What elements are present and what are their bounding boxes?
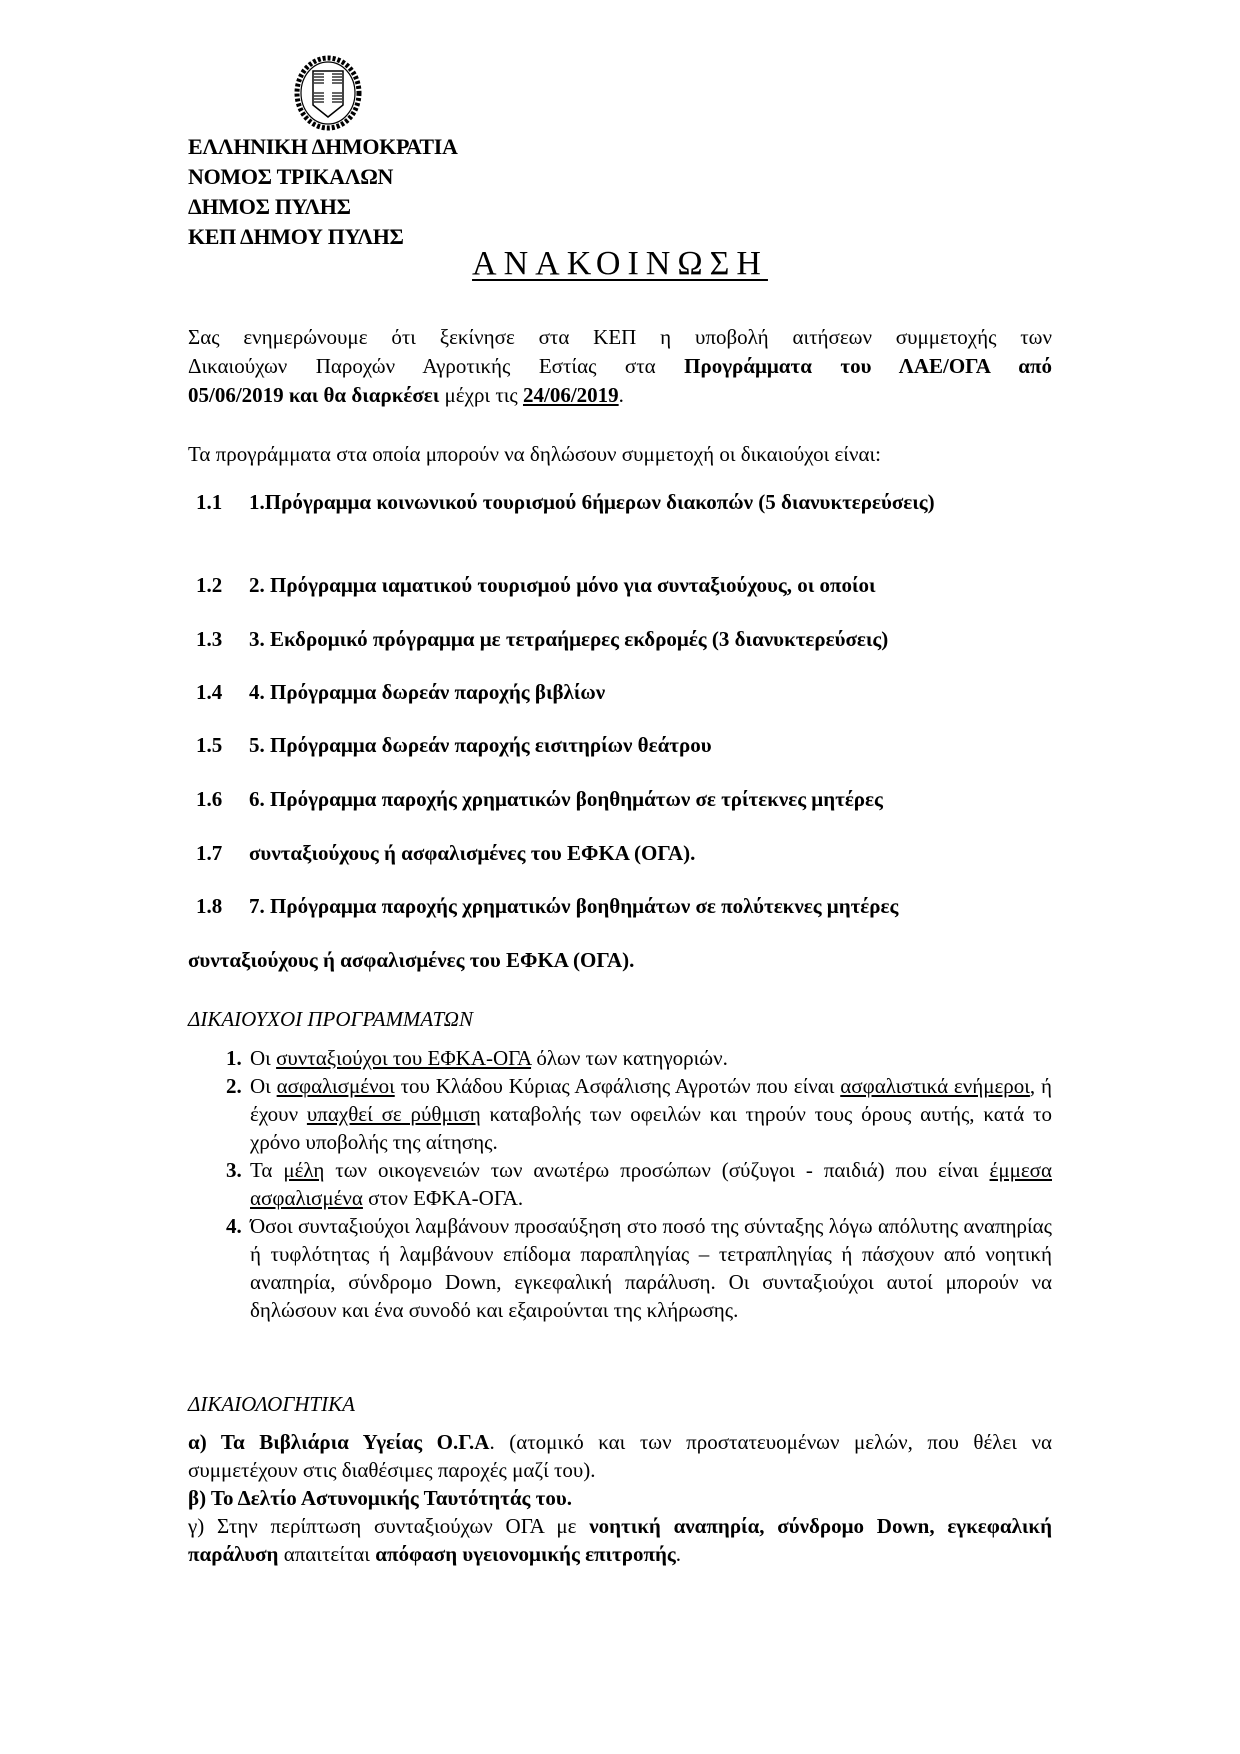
program-text: 5. Πρόγραμμα δωρεάν παροχής εισιτηρίων θεάτρου <box>249 733 712 757</box>
header-line-office: ΚΕΠ ΔΗΜΟΥ ΠΥΛΗΣ <box>188 224 404 249</box>
program-number: 1.6 <box>196 787 223 811</box>
document-item-a <box>188 1428 1052 1484</box>
program-item <box>196 625 1056 654</box>
documents-heading: ΔΙΚΑΙΟΛΟΓΗΤΙΚΑ <box>188 1392 355 1416</box>
program-item <box>196 488 1056 517</box>
beneficiary-item <box>188 1044 1052 1072</box>
doc-bold: νοητική αναπηρία, σύνδρομο Down, εγκεφαλική παράλυση <box>188 1514 1052 1566</box>
item-number: 4. <box>226 1214 242 1238</box>
item-underlined: ασφαλιστικά ενήμεροι <box>840 1074 1030 1098</box>
item-underlined: μέλη <box>283 1158 325 1182</box>
programs-lead: Τα προγράμματα στα οποία μπορούν να δηλώσουν συμμετοχή οι δικαιούχοι είναι: <box>188 442 881 466</box>
intro-paragraph <box>188 323 1052 410</box>
duration-text: και θα διαρκέσει <box>283 383 440 407</box>
program-number: 1.4 <box>196 680 223 704</box>
program-number: 1.8 <box>196 894 223 918</box>
item-text: όλων των κατηγοριών. <box>531 1046 728 1070</box>
program-text: συνταξιούχους ή ασφαλισμένες του ΕΦΚΑ (ΟΓΑ). <box>249 841 696 865</box>
program-number: 1.5 <box>196 733 223 757</box>
intro-line-1: Σας ενημερώνουμε ότι ξεκίνησε στα ΚΕΠ η υποβολή αιτήσεων συμμετοχής των <box>188 325 1052 349</box>
item-text: Οι <box>250 1074 277 1098</box>
program-item <box>196 678 1056 707</box>
issuer-header <box>188 132 458 252</box>
document-item-b: β) Το Δελτίο Αστυνομικής Ταυτότητάς του. <box>188 1486 572 1510</box>
program-text: 3. Εκδρομικό πρόγραμμα με τετραήμερες εκδρομές (3 διανυκτερεύσεις) <box>249 627 889 651</box>
item-number: 3. <box>226 1158 242 1182</box>
until-text: μέχρι τις <box>439 383 523 407</box>
program-text: 7. Πρόγραμμα παροχής χρηματικών βοηθημάτων σε πολύτεκνες μητέρες <box>249 894 899 918</box>
item-text: Οι <box>250 1046 277 1070</box>
program-number: 1.3 <box>196 627 223 651</box>
program-number: 1.2 <box>196 573 223 597</box>
header-line-country: ΕΛΛΗΝΙΚΗ ΔΗΜΟΚΡΑΤΙΑ <box>188 134 458 159</box>
end-date: 24/06/2019 <box>522 383 619 407</box>
program-item <box>196 731 1056 760</box>
item-underlined: ασφαλισμένοι <box>276 1074 395 1098</box>
intro-text: Δικαιούχων Παροχών Αγροτικής Εστίας στα <box>188 354 685 378</box>
item-text: του Κλάδου Κύριας Ασφάλισης Αγροτών που είναι <box>394 1074 841 1098</box>
item-text: , ή έχουν <box>250 1074 1052 1126</box>
program-number: 1.7 <box>196 841 223 865</box>
item-underlined: υπαχθεί σε ρύθμιση <box>306 1102 481 1126</box>
beneficiary-item <box>188 1072 1052 1156</box>
item-text: Όσοι συνταξιούχοι λαμβάνουν προσαύξηση στο ποσό της σύνταξης λόγω απόλυτης αναπηρίας ή τυφλότητας ή λαμβάνουν επίδομα παραπληγίας – τετραπληγίας ή πάσχουν από νοητική αναπηρία, σύνδρομο Down, εγκεφαλική παράλυση. Οι συνταξιούχοι αυτοί μπορούν να δηλώσουν και ένα συνοδό και εξαιρούνται της κλήρωσης. <box>250 1214 1052 1322</box>
program-item <box>196 839 1056 868</box>
program-text: 2. Πρόγραμμα ιαματικού τουρισμού μόνο για συνταξιούχους, οι οποίοι <box>249 573 876 597</box>
document-item-c <box>188 1512 1052 1568</box>
program-number: 1.1 <box>196 490 223 514</box>
beneficiary-item <box>188 1156 1052 1212</box>
program-item <box>196 785 1056 814</box>
start-date: 05/06/2019 <box>188 383 284 407</box>
item-text: καταβολής των οφειλών και τηρούν τους όρους αυτής, κατά το χρόνο υποβολής της αίτησης. <box>250 1102 1052 1154</box>
item-text: στον ΕΦΚΑ-ΟΓΑ. <box>362 1186 524 1210</box>
item-number: 1. <box>226 1046 242 1070</box>
doc-bold: απόφαση υγειονομικής επιτροπής <box>375 1542 676 1566</box>
program-item <box>196 892 1056 921</box>
doc-text: . <box>675 1542 682 1566</box>
item-underlined: έμμεσα ασφαλισμένα <box>250 1158 1052 1210</box>
programs-tail: συνταξιούχους ή ασφαλισμένες του ΕΦΚΑ (ΟΓΑ). <box>188 948 635 972</box>
program-item <box>196 571 1056 600</box>
item-underlined: συνταξιούχοι του ΕΦΚΑ-ΟΓΑ <box>276 1046 532 1070</box>
intro-line-2 <box>188 352 1052 381</box>
beneficiaries-list <box>188 1044 1052 1324</box>
doc-bold: α) Τα Βιβλιάρια Υγείας Ο.Γ.Α <box>188 1430 490 1454</box>
doc-text: γ) Στην περίπτωση συνταξιούχων ΟΓΑ με <box>188 1514 590 1538</box>
greek-coat-of-arms-icon <box>293 55 363 133</box>
beneficiary-item <box>188 1212 1052 1324</box>
item-text: Τα <box>250 1158 284 1182</box>
program-text: 6. Πρόγραμμα παροχής χρηματικών βοηθημάτων σε τρίτεκνες μητέρες <box>249 787 883 811</box>
program-text: 4. Πρόγραμμα δωρεάν παροχής βιβλίων <box>249 680 606 704</box>
page-title: ΑΝΑΚΟΙΝΩΣΗ <box>472 245 768 282</box>
intro-line-3 <box>188 381 1052 410</box>
program-text: 1.Πρόγραμμα κοινωνικού τουρισμού 6ήμερων διακοπών (5 διανυκτερεύσεις) <box>249 490 935 514</box>
doc-text: απαιτείται <box>278 1542 376 1566</box>
header-line-municipality: ΔΗΜΟΣ ΠΥΛΗΣ <box>188 194 351 219</box>
programs-ref: Προγράμματα του ΛΑΕ/ΟΓΑ από <box>684 354 1052 378</box>
doc-text: . (ατομικό και των προστατευομένων μελών, που θέλει να συμμετέχουν στις διαθέσιμες παροχές μαζί του). <box>188 1430 1052 1482</box>
header-line-prefecture: ΝΟΜΟΣ ΤΡΙΚΑΛΩΝ <box>188 164 394 189</box>
documents-list <box>188 1428 1052 1568</box>
item-text: των οικογενειών των ανωτέρω προσώπων (σύζυγοι - παιδιά) που είναι <box>324 1158 990 1182</box>
end-punct: . <box>618 383 624 407</box>
beneficiaries-heading: ΔΙΚΑΙΟΥΧΟΙ ΠΡΟΓΡΑΜΜΑΤΩΝ <box>188 1007 473 1031</box>
item-number: 2. <box>226 1074 242 1098</box>
